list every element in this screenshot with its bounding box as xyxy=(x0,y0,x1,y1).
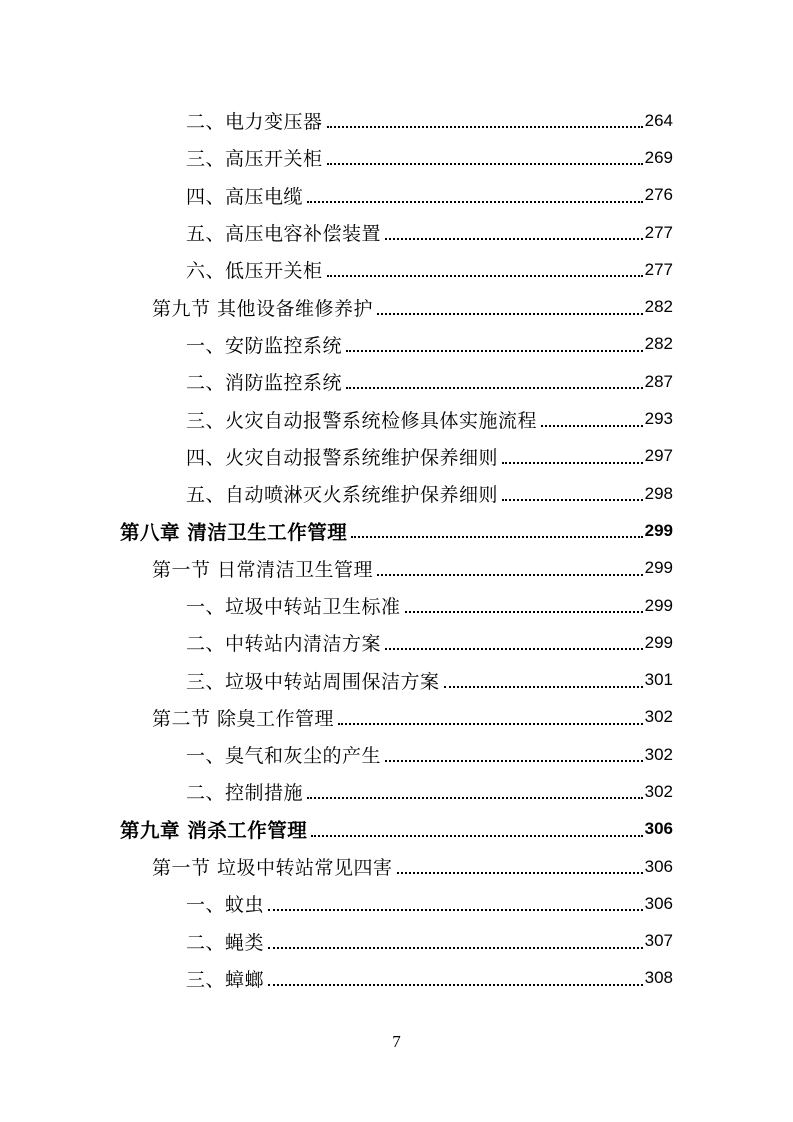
toc-entry-page: 302 xyxy=(644,744,673,764)
toc-entry-title: 一、蚊虫 xyxy=(186,894,265,917)
toc-entry-title: 五、高压电容补偿装置 xyxy=(186,223,382,246)
toc-entry-title: 三、高压开关柜 xyxy=(186,148,323,171)
toc-chapter-entry[interactable] xyxy=(0,811,793,848)
toc-entry-title: 二、中转站内清洁方案 xyxy=(186,633,382,656)
toc-entry-title: 一、垃圾中转站卫生标准 xyxy=(186,596,401,618)
toc-section-entry[interactable] xyxy=(0,848,793,885)
toc-entry-title: 四、高压电缆 xyxy=(186,185,304,208)
toc-dot-leader xyxy=(377,573,643,576)
toc-entry-title: 六、低压开关柜 xyxy=(186,260,323,283)
toc-entry-title: 第九节 其他设备维修养护 xyxy=(152,297,374,320)
toc-entry-page: 301 xyxy=(644,670,673,690)
table-of-contents xyxy=(0,102,793,997)
toc-entry-title: 第一节 日常清洁卫生管理 xyxy=(152,558,374,581)
toc-section-entry[interactable] xyxy=(0,288,793,325)
toc-entry-page: 306 xyxy=(644,893,673,913)
toc-dot-leader xyxy=(377,312,643,315)
toc-subsection-entry[interactable] xyxy=(0,960,793,997)
toc-dot-leader xyxy=(327,274,643,277)
toc-entry-title: 三、火灾自动报警系统检修具体实施流程 xyxy=(186,409,538,432)
toc-entry-page: 282 xyxy=(644,297,673,317)
toc-subsection-entry[interactable] xyxy=(0,363,793,400)
toc-entry-page: 276 xyxy=(644,185,673,205)
toc-entry-title: 三、蟑螂 xyxy=(186,968,265,991)
toc-dot-leader xyxy=(327,125,643,128)
toc-entry-title: 第二节 除臭工作管理 xyxy=(152,707,335,730)
toc-dot-leader xyxy=(346,386,643,389)
toc-entry-title: 第九章 消杀工作管理 xyxy=(120,819,308,843)
toc-section-entry[interactable] xyxy=(0,550,793,587)
toc-entry-page: 269 xyxy=(644,147,673,167)
toc-dot-leader xyxy=(268,946,643,949)
toc-dot-leader xyxy=(385,647,643,650)
toc-dot-leader xyxy=(311,834,642,837)
toc-entry-page: 299 xyxy=(644,595,673,615)
toc-subsection-entry[interactable] xyxy=(0,475,793,512)
toc-subsection-entry[interactable] xyxy=(0,624,793,661)
toc-subsection-entry[interactable] xyxy=(0,139,793,176)
toc-dot-leader xyxy=(405,610,643,613)
toc-dot-leader xyxy=(541,424,643,427)
toc-subsection-entry[interactable] xyxy=(0,177,793,214)
toc-entry-page: 306 xyxy=(644,819,673,839)
toc-entry-page: 307 xyxy=(644,931,673,951)
toc-entry-page: 282 xyxy=(644,334,673,354)
toc-chapter-entry[interactable] xyxy=(0,512,793,549)
toc-subsection-entry[interactable] xyxy=(0,736,793,773)
toc-subsection-entry[interactable] xyxy=(0,214,793,251)
toc-entry-title: 一、臭气和灰尘的产生 xyxy=(186,745,382,768)
toc-dot-leader xyxy=(397,871,643,874)
toc-dot-leader xyxy=(502,498,643,501)
toc-subsection-entry[interactable] xyxy=(0,102,793,139)
toc-entry-title: 四、火灾自动报警系统维护保养细则 xyxy=(186,446,499,469)
toc-entry-page: 302 xyxy=(644,707,673,727)
toc-entry-title: 第八章 清洁卫生工作管理 xyxy=(120,520,348,544)
toc-dot-leader xyxy=(268,908,643,911)
toc-entry-page: 302 xyxy=(644,781,673,801)
toc-entry-page: 308 xyxy=(644,968,673,988)
toc-entry-title: 五、自动喷淋灭火系统维护保养细则 xyxy=(186,484,499,507)
toc-dot-leader xyxy=(444,685,643,688)
page-number: 7 xyxy=(392,1032,401,1051)
toc-subsection-entry[interactable] xyxy=(0,400,793,437)
toc-subsection-entry[interactable] xyxy=(0,251,793,288)
toc-entry-page: 298 xyxy=(644,483,673,503)
toc-subsection-entry[interactable] xyxy=(0,326,793,363)
toc-entry-title: 二、控制措施 xyxy=(186,782,304,805)
toc-dot-leader xyxy=(307,796,643,799)
toc-dot-leader xyxy=(502,461,643,464)
toc-entry-title: 第一节 垃圾中转站常见四害 xyxy=(152,857,393,880)
toc-subsection-entry[interactable] xyxy=(0,773,793,810)
toc-section-entry[interactable] xyxy=(0,699,793,736)
toc-entry-page: 293 xyxy=(644,409,673,429)
toc-subsection-entry[interactable] xyxy=(0,661,793,698)
toc-entry-title: 二、蝇类 xyxy=(186,931,265,954)
toc-entry-page: 299 xyxy=(644,520,673,540)
toc-dot-leader xyxy=(351,535,642,538)
toc-entry-page: 264 xyxy=(644,110,673,130)
toc-dot-leader xyxy=(385,237,643,240)
toc-subsection-entry[interactable] xyxy=(0,923,793,960)
toc-entry-title: 三、垃圾中转站周围保洁方案 xyxy=(186,670,440,693)
toc-subsection-entry[interactable] xyxy=(0,438,793,475)
toc-dot-leader xyxy=(327,162,643,165)
toc-dot-leader xyxy=(346,349,643,352)
toc-entry-title: 二、消防监控系统 xyxy=(186,372,343,395)
toc-subsection-entry[interactable] xyxy=(0,885,793,922)
toc-entry-page: 297 xyxy=(644,446,673,466)
toc-entry-page: 299 xyxy=(644,558,673,578)
toc-dot-leader xyxy=(385,759,643,762)
toc-entry-page: 306 xyxy=(644,856,673,876)
toc-entry-page: 299 xyxy=(644,632,673,652)
toc-dot-leader xyxy=(268,983,643,986)
toc-entry-page: 277 xyxy=(644,259,673,279)
toc-entry-page: 287 xyxy=(644,371,673,391)
toc-subsection-entry[interactable] xyxy=(0,587,793,624)
toc-dot-leader xyxy=(307,200,643,203)
toc-dot-leader xyxy=(338,722,643,725)
toc-entry-title: 二、电力变压器 xyxy=(186,111,323,134)
toc-entry-title: 一、安防监控系统 xyxy=(186,334,343,357)
toc-entry-page: 277 xyxy=(644,222,673,242)
